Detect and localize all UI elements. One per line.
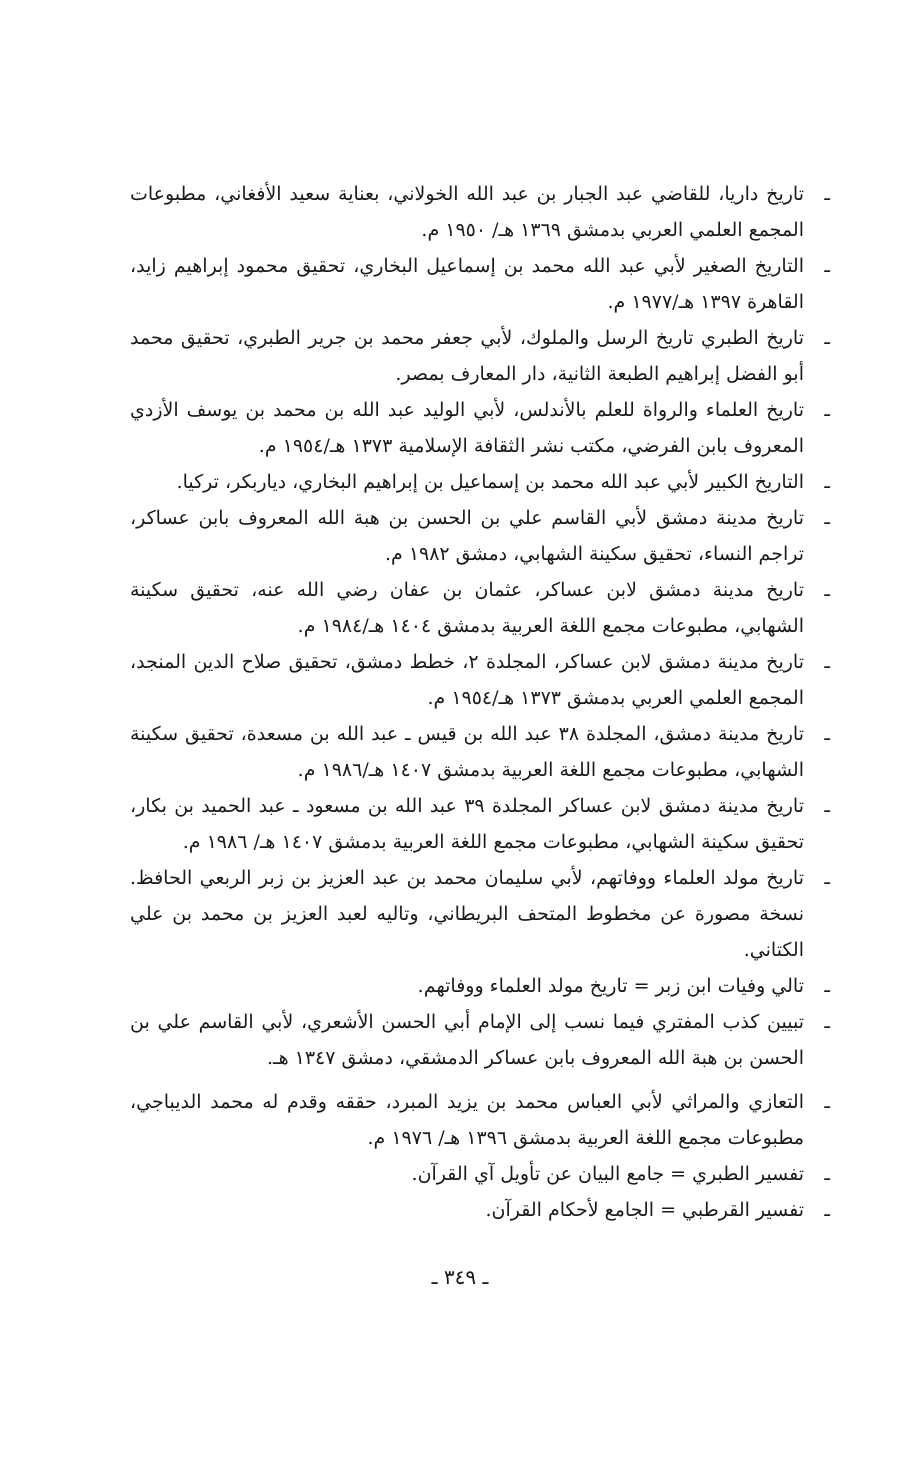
list-marker: ـ bbox=[824, 255, 830, 277]
entry-text: تبيين كذب المفتري فيما نسب إلى الإمام أبي الحسن الأشعري، لأبي القاسم علي بن الحسن بن هبة الله المعروف بابن عساكر الدمشقي، دمشق ١٣٤٧ هـ. bbox=[130, 1011, 804, 1069]
entry-text: تاريخ مدينة دمشق لابن عساكر، عثمان بن عفان رضي الله عنه، تحقيق سكينة الشهابي، مطبوعات مجمع اللغة العربية بدمشق ١٤٠٤ هـ/١٩٨٤ م. bbox=[130, 579, 804, 637]
bibliography-entry bbox=[130, 176, 830, 248]
list-marker: ـ bbox=[824, 327, 830, 349]
bibliography-entry bbox=[130, 1004, 830, 1076]
list-marker: ـ bbox=[824, 795, 830, 817]
entry-text: تاريخ مدينة دمشق لأبي القاسم علي بن الحسن بن هبة الله المعروف بابن عساكر، تراجم النساء، تحقيق سكينة الشهابي، دمشق ١٩٨٢ م. bbox=[130, 507, 804, 565]
entry-text: تاريخ مدينة دمشق، المجلدة ٣٨ عبد الله بن قيس ـ عبد الله بن مسعدة، تحقيق سكينة الشهابي، مطبوعات مجمع اللغة العربية بدمشق ١٤٠٧ هـ/١٩٨٦ م. bbox=[130, 723, 804, 781]
entry-text: تاريخ العلماء والرواة للعلم بالأندلس، لأبي الوليد عبد الله بن محمد بن يوسف الأزدي المعروف بابن الفرضي، مكتب نشر الثقافة الإسلامية ١٣٧٣ هـ/١٩٥٤ م. bbox=[130, 399, 804, 457]
entry-text: التعازي والمراثي لأبي العباس محمد بن يزيد المبرد، حققه وقدم له محمد الديباجي، مطبوعات مجمع اللغة العربية بدمشق ١٣٩٦ هـ/ ١٩٧٦ م. bbox=[130, 1091, 804, 1149]
list-marker: ـ bbox=[824, 1163, 830, 1185]
page-number: ـ ٣٤٩ ـ bbox=[431, 1265, 489, 1289]
bibliography-entry bbox=[130, 464, 830, 500]
bibliography-entry bbox=[130, 1156, 830, 1192]
bibliography-list bbox=[130, 176, 830, 1228]
list-marker: ـ bbox=[824, 471, 830, 493]
bibliography-entry bbox=[130, 320, 830, 392]
entry-text: تفسير القرطبي = الجامع لأحكام القرآن. bbox=[485, 1199, 804, 1221]
bibliography-entry bbox=[130, 500, 830, 572]
list-marker: ـ bbox=[824, 183, 830, 205]
entry-text: تاريخ داريا، للقاضي عبد الجبار بن عبد الله الخولاني، بعناية سعيد الأفغاني، مطبوعات المجمع العلمي العربي بدمشق ١٣٦٩ هـ/ ١٩٥٠ م. bbox=[130, 183, 804, 241]
list-marker: ـ bbox=[824, 579, 830, 601]
bibliography-entry bbox=[130, 392, 830, 464]
bibliography-entry bbox=[130, 1084, 830, 1156]
bibliography-entry bbox=[130, 248, 830, 320]
list-marker: ـ bbox=[824, 867, 830, 889]
entry-text: تاريخ مولد العلماء ووفاتهم، لأبي سليمان محمد بن عبد العزيز بن زبر الربعي الحافظ. نسخة مصورة عن مخطوط المتحف البريطاني، وتاليه لعبد العزيز بن محمد بن علي الكتاني. bbox=[130, 867, 804, 961]
entry-text: تاريخ مدينة دمشق لابن عساكر، المجلدة ٢، خطط دمشق، تحقيق صلاح الدين المنجد، المجمع العلمي العربي بدمشق ١٣٧٣ هـ/١٩٥٤ م. bbox=[130, 651, 804, 709]
bibliography-entry bbox=[130, 644, 830, 716]
list-marker: ـ bbox=[824, 399, 830, 421]
list-marker: ـ bbox=[824, 1011, 830, 1033]
bibliography-entry bbox=[130, 572, 830, 644]
list-marker: ـ bbox=[824, 1091, 830, 1113]
entry-text: تالي وفيات ابن زبر = تاريخ مولد العلماء ووفاتهم. bbox=[417, 975, 804, 997]
bibliography-entry bbox=[130, 788, 830, 860]
list-marker: ـ bbox=[824, 723, 830, 745]
entry-text: التاريخ الصغير لأبي عبد الله محمد بن إسماعيل البخاري، تحقيق محمود إبراهيم زايد، القاهرة ١٣٩٧ هـ/١٩٧٧ م. bbox=[130, 255, 804, 313]
list-marker: ـ bbox=[824, 1199, 830, 1221]
entry-text: تفسير الطبري = جامع البيان عن تأويل آي القرآن. bbox=[411, 1163, 804, 1185]
bibliography-entry bbox=[130, 968, 830, 1004]
entry-text: التاريخ الكبير لأبي عبد الله محمد بن إسماعيل بن إبراهيم البخاري، دياربكر، تركيا. bbox=[176, 471, 804, 493]
list-marker: ـ bbox=[824, 651, 830, 673]
entry-text: تاريخ مدينة دمشق لابن عساكر المجلدة ٣٩ عبد الله بن مسعود ـ عبد الحميد بن بكار، تحقيق سكينة الشهابي، مطبوعات مجمع اللغة العربية بدمشق ١٤٠٧ هـ/ ١٩٨٦ م. bbox=[130, 795, 804, 853]
entry-text: تاريخ الطبري تاريخ الرسل والملوك، لأبي جعفر محمد بن جرير الطبري، تحقيق محمد أبو الفضل إبراهيم الطبعة الثانية، دار المعارف بمصر. bbox=[130, 327, 804, 385]
bibliography-entry bbox=[130, 860, 830, 968]
bibliography-entry bbox=[130, 716, 830, 788]
list-marker: ـ bbox=[824, 507, 830, 529]
bibliography-entry bbox=[130, 1192, 830, 1228]
list-marker: ـ bbox=[824, 975, 830, 997]
